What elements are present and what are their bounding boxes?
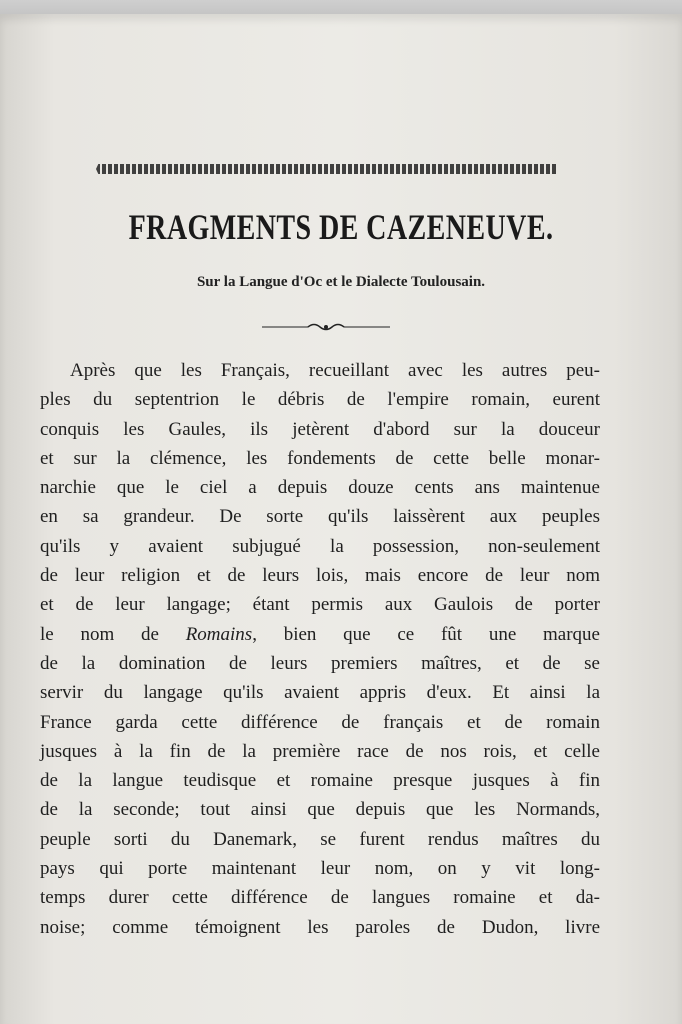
text-line: France garda cette différence de français et de romain — [40, 711, 600, 733]
ornamental-divider — [262, 321, 390, 333]
text-line: narchie que le ciel a depuis douze cents ans maintenue — [40, 477, 600, 499]
text-line: pays qui porte maintenant leur nom, on y vit long- — [40, 858, 600, 880]
text-line: conquis les Gaules, ils jetèrent d'abord sur la douceur — [40, 418, 600, 440]
text-line: de la langue teudisque et romaine presque jusques à fin — [40, 770, 600, 792]
body-text — [40, 356, 600, 942]
text-line: et de leur langage; étant permis aux Gaulois de porter — [40, 594, 600, 616]
text-line: Après que les Français, recueillant avec les autres peu- — [70, 360, 600, 381]
text-line: de la seconde; tout ainsi que depuis que les Normands, — [40, 799, 600, 821]
text-line: ples du septentrion le débris de l'empire romain, eurent — [40, 389, 600, 411]
text-line: temps durer cette différence de langues romaine et da- — [40, 887, 600, 909]
text-line: de leur religion et de leurs lois, mais encore de leur nom — [40, 565, 600, 587]
text-line: le nom de Romains, bien que ce fût une marque — [40, 623, 600, 645]
text-line: et sur la clémence, les fondements de cette belle monar- — [40, 447, 600, 469]
page-subtitle: Sur la Langue d'Oc et le Dialecte Toulousain. — [196, 274, 486, 290]
book-page — [0, 14, 682, 1024]
text-line: en sa grandeur. De sorte qu'ils laissèrent aux peuples — [40, 506, 600, 528]
decorative-rule-top — [96, 164, 558, 174]
text-line: de la domination de leurs premiers maîtres, et de se — [40, 652, 600, 674]
text-line: peuple sorti du Danemark, se furent rendus maîtres du — [40, 828, 600, 850]
text-line: servir du langage qu'ils avaient appris d'eux. Et ainsi la — [40, 682, 600, 704]
page-title: FRAGMENTS DE CAZENEUVE. — [128, 207, 554, 247]
text-line: noise; comme témoignent les paroles de Dudon, livre — [40, 916, 600, 938]
text-line: qu'ils y avaient subjugué la possession, non-seulement — [40, 535, 600, 557]
text-line: jusques à la fin de la première race de nos rois, et celle — [40, 740, 600, 762]
